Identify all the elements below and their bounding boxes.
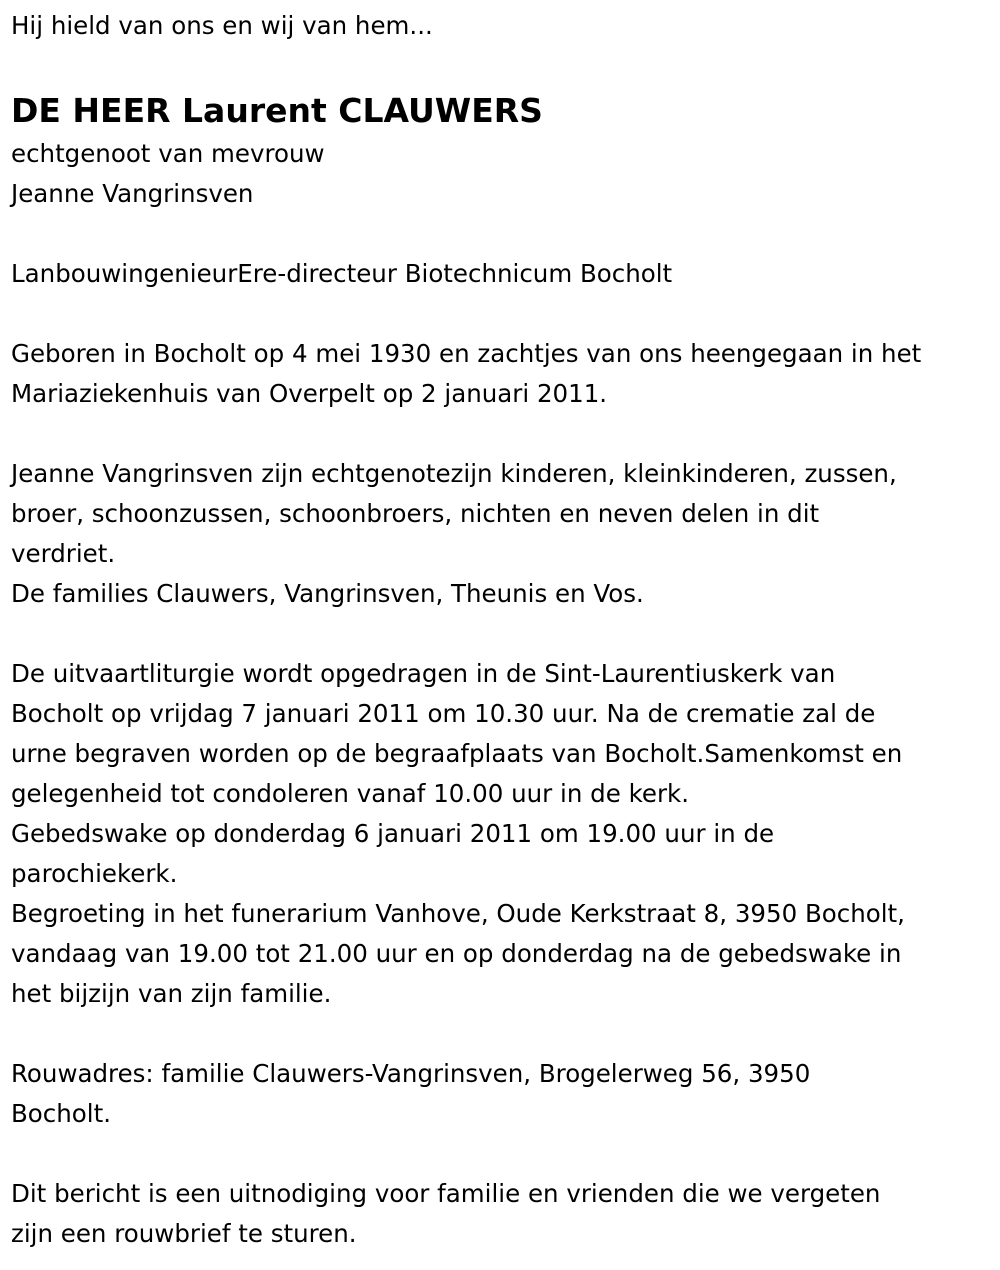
obituary-notice: [11, 0, 996, 1254]
spouse-line-1: echtgenoot van mevrouw: [11, 139, 325, 168]
family-paragraph: [11, 454, 996, 614]
funeral-line-5: Gebedswake op donderdag 6 januari 2011 om 19.00 uur in de: [11, 819, 775, 848]
spacer: [11, 1134, 996, 1174]
birth-line-2: Mariaziekenhuis van Overpelt op 2 januari 2011.: [11, 379, 608, 408]
spacer: [11, 1014, 996, 1054]
spacer: [11, 414, 996, 454]
deceased-name: DE HEER Laurent CLAUWERS: [11, 91, 543, 130]
family-line-3: verdriet.: [11, 539, 116, 568]
profession-line: LanbouwingenieurEre-directeur Biotechnicum Bocholt: [11, 259, 673, 288]
spacer: [11, 614, 996, 654]
spacer: [11, 294, 996, 334]
intro-line: Hij hield van ons en wij van hem...: [11, 11, 433, 40]
birth-paragraph: [11, 334, 996, 414]
funeral-line-9: het bijzijn van zijn familie.: [11, 979, 332, 1008]
address-line-2: Bocholt.: [11, 1099, 111, 1128]
funeral-line-6: parochiekerk.: [11, 859, 178, 888]
family-line-2: broer, schoonzussen, schoonbroers, nichten en neven delen in dit: [11, 499, 820, 528]
closing-paragraph: [11, 1174, 996, 1254]
spouse-line-2: Jeanne Vangrinsven: [11, 179, 254, 208]
spacer: [11, 214, 996, 254]
birth-line-1: Geboren in Bocholt op 4 mei 1930 en zachtjes van ons heengegaan in het: [11, 339, 922, 368]
family-line-1: Jeanne Vangrinsven zijn echtgenotezijn kinderen, kleinkinderen, zussen,: [11, 459, 897, 488]
spouse-block: [11, 134, 996, 214]
closing-line-2: zijn een rouwbrief te sturen.: [11, 1219, 357, 1248]
funeral-line-1: De uitvaartliturgie wordt opgedragen in de Sint-Laurentiuskerk van: [11, 659, 836, 688]
funeral-line-2: Bocholt op vrijdag 7 januari 2011 om 10.30 uur. Na de crematie zal de: [11, 699, 876, 728]
address-line-1: Rouwadres: familie Clauwers-Vangrinsven, Brogelerweg 56, 3950: [11, 1059, 811, 1088]
funeral-line-7: Begroeting in het funerarium Vanhove, Oude Kerkstraat 8, 3950 Bocholt,: [11, 899, 905, 928]
funeral-line-8: vandaag van 19.00 tot 21.00 uur en op donderdag na de gebedswake in: [11, 939, 902, 968]
family-line-4: De families Clauwers, Vangrinsven, Theunis en Vos.: [11, 579, 644, 608]
funeral-line-3: urne begraven worden op de begraafplaats van Bocholt.Samenkomst en: [11, 739, 903, 768]
funeral-line-4: gelegenheid tot condoleren vanaf 10.00 uur in de kerk.: [11, 779, 690, 808]
address-paragraph: [11, 1054, 996, 1134]
funeral-paragraph: [11, 654, 996, 1014]
closing-line-1: Dit bericht is een uitnodiging voor familie en vrienden die we vergeten: [11, 1179, 881, 1208]
